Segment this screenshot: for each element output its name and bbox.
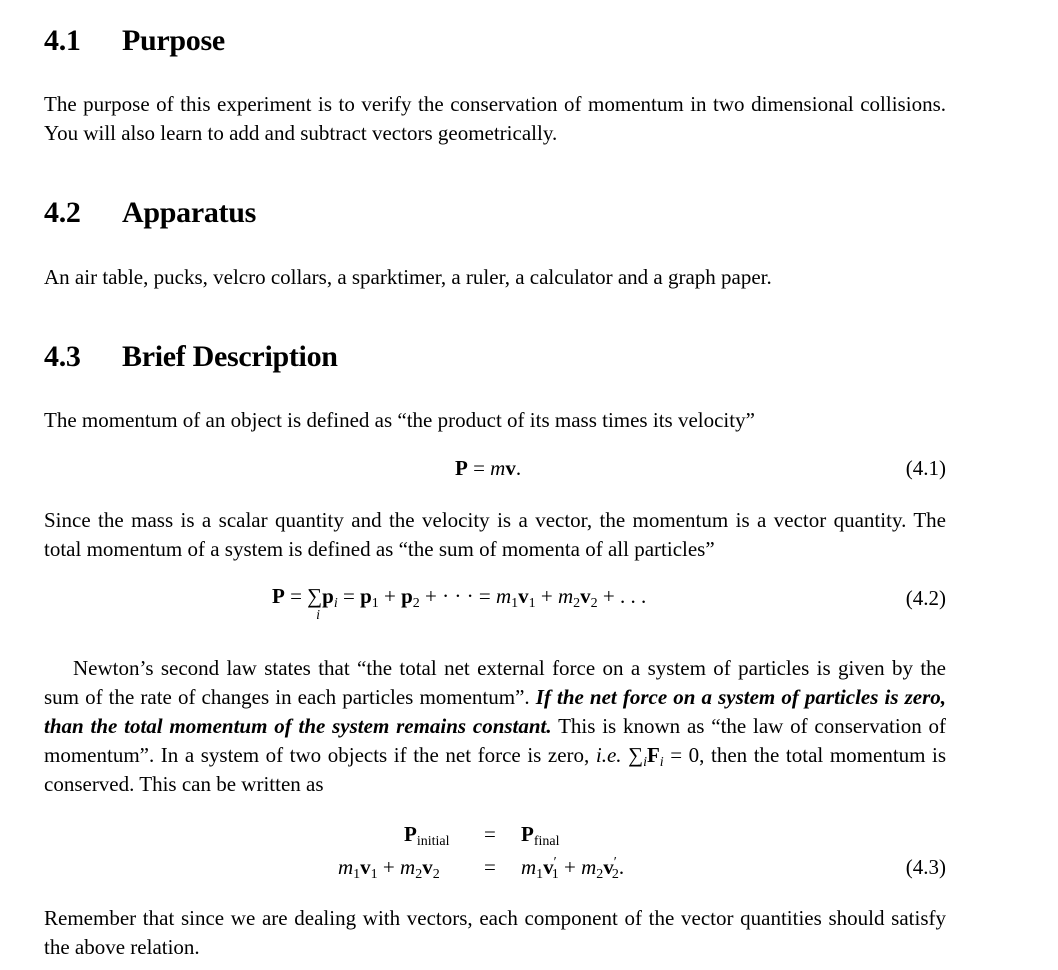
equation-4-3-equals-line1: =: [484, 822, 496, 846]
net-force-expression: $\sum_iF_i = 0$,: [628, 743, 705, 770]
equation-4-3-lhs-line1: $P_{initial}$: [404, 822, 450, 849]
newton-law-paragraph: [44, 654, 946, 799]
conservation-emphasis: If the net force on a system of particles is zero, than the total momentum of the system remains constant.: [44, 685, 946, 738]
equation-4-1: P = mv.: [455, 456, 522, 480]
closing-paragraph: Remember that since we are dealing with vectors, each component of the vector quantities should satisfy the above relation.: [44, 906, 946, 959]
apparatus-paragraph: An air table, pucks, velcro collars, a sparktimer, a ruler, a calculator and a graph paper.: [44, 265, 772, 289]
newton-law-text: Newton’s second law states that “the total net external force on a system of particles is given by the sum of the rate of changes in each particles momentum”.: [44, 656, 946, 709]
section-number: 4.2: [44, 196, 81, 229]
equation-4-3-rhs-line2: $m_1v'_1 + m_2v'_2$.: [521, 855, 625, 882]
section-number: 4.3: [44, 340, 81, 373]
conservation-written-text: then the total momentum is conserved. This can be written as: [44, 743, 947, 796]
conservation-law-text: This is known as “the law of conservation of momentum”. In a system of two objects if the net force is zero,: [44, 714, 946, 767]
total-momentum-paragraph: Since the mass is a scalar quantity and the velocity is a vector, the momentum is a vector quantity. The total momentum of a system is defined as “the sum of momenta of all particles”: [44, 508, 946, 561]
equation-4-2: P = ∑ i $p_i = p_1 + p_2$ + · · · = $m_1v_1 + m_2v_2$ + . . .: [272, 584, 647, 623]
equation-4-3-equals-line2: =: [484, 855, 496, 879]
ie-abbreviation: i.e.: [595, 743, 622, 767]
equation-4-3-rhs-line1: $P_{final}$: [521, 822, 560, 849]
equation-number-4-1: (4.1): [905, 456, 946, 480]
section-heading-apparatus: [44, 196, 256, 230]
section-title: Apparatus: [122, 196, 256, 229]
summation-symbol: ∑ i: [307, 584, 323, 623]
purpose-paragraph: The purpose of this experiment is to verify the conservation of momentum in two dimensional collisions. You will also learn to add and subtract vectors geometrically.: [44, 92, 946, 145]
momentum-definition-text: The momentum of an object is defined as “the product of its mass times its velocity”: [44, 408, 755, 432]
section-heading-purpose: [44, 24, 225, 58]
equation-number-4-3: (4.3): [905, 855, 946, 879]
section-number: 4.1: [44, 24, 81, 57]
equation-4-3-lhs-line2: $m_1v_1 + m_2v_2$: [338, 855, 440, 882]
section-heading-brief-description: [44, 340, 338, 374]
equation-number-4-2: (4.2): [905, 586, 946, 610]
section-title: Purpose: [122, 24, 225, 57]
section-title: Brief Description: [122, 340, 338, 373]
